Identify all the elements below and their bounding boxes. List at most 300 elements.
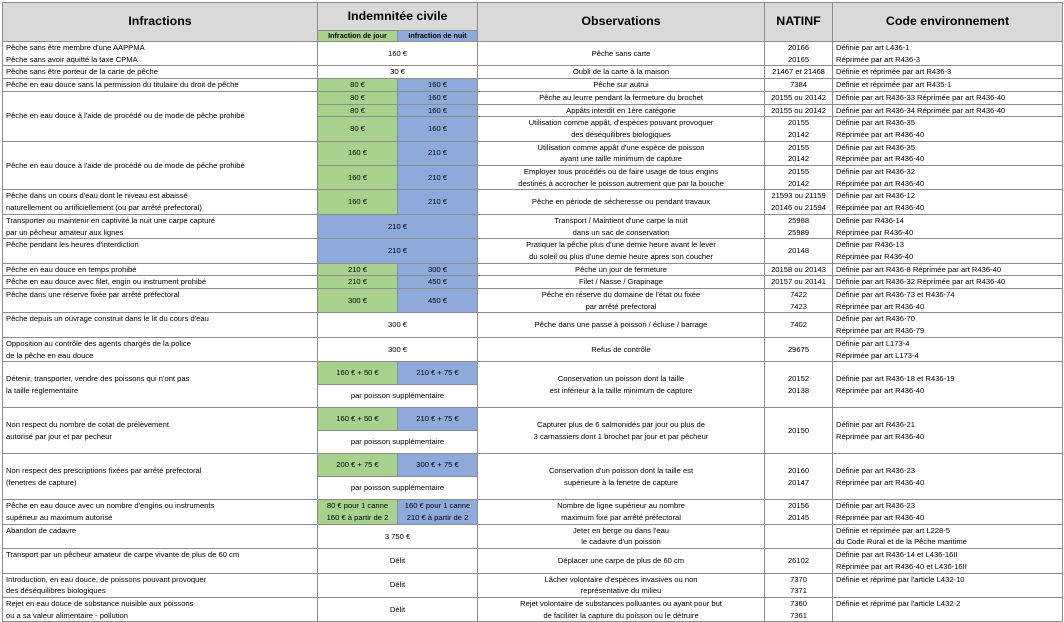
natinf-code-line: 21593 ou 21159 xyxy=(771,191,826,201)
natinf-code-line: 20138 xyxy=(787,385,810,395)
amount-night: 450 € xyxy=(398,289,478,313)
table-row xyxy=(3,524,1063,548)
amount-day-line: 160 € à partir de 2 xyxy=(326,512,389,522)
code-reference-line: Définie par art R436-8 Réprimée par art R436-40 xyxy=(836,264,1002,274)
infraction-text-line: Pêche en eau douce à l'aide de procédé ou de mode de pêche prohibé xyxy=(6,111,245,121)
natinf-code xyxy=(765,362,833,408)
header-natinf: NATINF xyxy=(765,3,833,42)
natinf-code-line: 7423 xyxy=(790,301,807,311)
table-row xyxy=(3,239,1063,263)
code-reference xyxy=(833,91,1063,104)
observation-text-line: maximum fixé par arrêté préfectoral xyxy=(561,512,681,522)
observation-text-line: Pêche un jour de fermeture xyxy=(575,264,668,274)
natinf-code xyxy=(765,117,833,141)
infraction-text xyxy=(3,573,318,597)
natinf-code-line: 20160 xyxy=(787,466,810,476)
natinf-code-line: 20155 xyxy=(787,142,810,152)
observation-text xyxy=(478,141,765,165)
observation-text-line: Employer tous procédés ou de faire usage de tous engins xyxy=(523,167,719,177)
observation-text xyxy=(478,66,765,79)
code-reference-line: Définie par art R436-23 xyxy=(836,501,915,511)
observation-text xyxy=(478,313,765,337)
natinf-code xyxy=(765,597,833,621)
code-reference-line: Définie et réprimée par art R435-1 xyxy=(836,80,952,90)
observation-text-line: Refus de contrôle xyxy=(591,344,651,354)
amount-fixed: Délit xyxy=(318,549,478,573)
infraction-text-line: des déséquilibres biologiques xyxy=(6,586,106,596)
table-row xyxy=(3,263,1063,276)
infraction-text xyxy=(3,454,318,500)
code-reference-line: Réprimée par art R436-79 xyxy=(836,326,925,336)
table-row xyxy=(3,190,1063,214)
amount-day: 210 € xyxy=(318,263,398,276)
infraction-text-line: Pêche en eau douce sans la permission du titulaire du droit de pêche xyxy=(6,80,239,90)
code-reference-line: Définie par art R436-32 xyxy=(836,167,915,177)
natinf-code xyxy=(765,500,833,524)
code-reference xyxy=(833,239,1063,263)
amount-day: 210 € xyxy=(318,276,398,289)
code-reference xyxy=(833,117,1063,141)
code-reference xyxy=(833,214,1063,238)
natinf-code xyxy=(765,337,833,361)
natinf-code xyxy=(765,66,833,79)
natinf-code-line: 20142 xyxy=(787,154,810,164)
natinf-code xyxy=(765,573,833,597)
code-reference-line xyxy=(836,585,1059,597)
amount-day: 160 € xyxy=(318,190,398,214)
amount-fixed: 300 € xyxy=(318,337,478,361)
code-reference xyxy=(833,500,1063,524)
table-row xyxy=(3,454,1063,477)
amount-night: 450 € xyxy=(398,276,478,289)
infraction-text-line xyxy=(6,325,314,337)
infraction-text-line xyxy=(6,251,314,263)
infraction-text-line: Pêche dans une réserve fixée par arrêté préfectoral xyxy=(6,290,180,300)
code-reference xyxy=(833,454,1063,500)
amount-day: 80 € xyxy=(318,91,398,104)
natinf-code-line: 29675 xyxy=(787,344,810,354)
infraction-text-line: Pêche sans avoir aquitté la taxe CPMA xyxy=(6,54,138,64)
infraction-text-line: Transport par un pêcheur amateur de carpe vivante de plus de 60 cm xyxy=(6,550,240,560)
code-reference-line: Définie et réprimé par l'article L432-2 xyxy=(836,598,961,608)
table-row xyxy=(3,597,1063,621)
amount-night: 160 € xyxy=(398,91,478,104)
observation-text-line: ayant une taille minimum de capture xyxy=(560,154,683,164)
amount-night: 160 € xyxy=(398,79,478,92)
observation-text-line: représentative du milieu xyxy=(580,586,662,596)
observation-text-line: Déplacer une carpe de plus de 60 cm xyxy=(557,555,685,565)
code-reference-line: Définie par art R436-21 xyxy=(836,420,915,430)
code-reference xyxy=(833,166,1063,190)
infraction-text-line: Pêche sans être membre d'une AAPPMA xyxy=(6,43,145,52)
code-reference xyxy=(833,337,1063,361)
observation-text-line: Appâts interdit en 1ère catégorie xyxy=(566,105,676,115)
amount-day: 160 € xyxy=(318,166,398,190)
code-reference-line: Définie et réprimé par l'article L432-10 xyxy=(836,574,965,584)
code-reference xyxy=(833,549,1063,573)
natinf-code-line: 7361 xyxy=(790,610,807,620)
observation-text xyxy=(478,597,765,621)
observation-text xyxy=(478,362,765,408)
observation-text-line: Pratiquer la pêche plus d'une demie heure avant le lever xyxy=(526,240,716,250)
observation-text-line: Filet / Nasse / Grapinage xyxy=(579,277,664,287)
natinf-code xyxy=(765,263,833,276)
observation-text xyxy=(478,573,765,597)
code-reference xyxy=(833,313,1063,337)
code-reference-line: Définie par art R436-70 xyxy=(836,314,915,324)
natinf-code xyxy=(765,42,833,66)
amount-day: 200 € + 75 € xyxy=(318,454,398,477)
amount-day: 80 € xyxy=(318,79,398,92)
observation-text xyxy=(478,117,765,141)
infraction-text xyxy=(3,214,318,238)
natinf-code-line: 20158 ou 20143 xyxy=(771,264,826,274)
amount-night: 300 € + 75 € xyxy=(398,454,478,477)
observation-text xyxy=(478,337,765,361)
code-reference-line: Définie et réprimée par art L228-5 xyxy=(836,525,950,535)
observation-text-line: Pêche au leurre pendant la fermeture du brochet xyxy=(539,92,703,102)
natinf-code-line: 20157 ou 20141 xyxy=(771,277,826,287)
code-reference-line: du Code Rural et de la Pêche maritime xyxy=(836,537,967,547)
amount-fixed: 210 € xyxy=(318,239,478,263)
infraction-text xyxy=(3,549,318,573)
infraction-text-line: Non respect des prescriptions fixées par arrêté prefectoral xyxy=(6,466,202,476)
observation-text xyxy=(478,454,765,500)
natinf-code xyxy=(765,454,833,500)
amount-night: 210 € xyxy=(398,141,478,165)
infraction-text-line: la taille réglementaire xyxy=(6,385,79,395)
observation-text-line: par arrêté prefectoral xyxy=(585,301,657,311)
code-reference xyxy=(833,190,1063,214)
header-indemnite: Indemnitée civile xyxy=(318,3,478,31)
table-row xyxy=(3,276,1063,289)
natinf-code xyxy=(765,190,833,214)
amount-day: 160 € + 50 € xyxy=(318,362,398,385)
observation-text-line: Oubli de la carte à la maison xyxy=(572,67,670,77)
infraction-text-line: Pêche en eau douce avec un nombre d'engins ou instruments xyxy=(6,501,215,511)
observation-text xyxy=(478,104,765,117)
code-reference-line: Réprimée par art R436-3 xyxy=(836,54,921,64)
code-reference xyxy=(833,141,1063,165)
infraction-text-line: naturellement ou artificiellement (ou par arrêté prefectoral) xyxy=(6,203,202,213)
table-row xyxy=(3,362,1063,385)
natinf-code-line: 7384 xyxy=(790,80,807,90)
observation-text-line: Pêche dans une passe à poisson / écluse / barrage xyxy=(534,320,708,330)
observation-text-line: Pêche sans carte xyxy=(591,48,651,58)
infraction-text-line: (fenetres de capture) xyxy=(6,477,77,487)
natinf-code-line: 7371 xyxy=(790,586,807,596)
natinf-code-line: 26102 xyxy=(787,555,810,565)
observation-text xyxy=(478,263,765,276)
infraction-text-line: Rejet en eau douce de substance nuisible aux poissons xyxy=(6,598,194,608)
natinf-code xyxy=(765,166,833,190)
amount-night-line: 210 € à partir de 2 xyxy=(406,512,469,522)
infraction-text-line: supérieur au maximum autorisé xyxy=(6,512,113,522)
code-reference-line: Définie par art L173-4 xyxy=(836,338,910,348)
table-row xyxy=(3,42,1063,66)
observation-text xyxy=(478,91,765,104)
amount-night: 210 € xyxy=(398,190,478,214)
amount-fixed: 160 € xyxy=(318,42,478,66)
observation-text xyxy=(478,166,765,190)
observation-text-line: du soleil ou plus d'une demie heure apres son coucher xyxy=(529,251,713,261)
amount-night xyxy=(398,500,478,524)
infraction-text xyxy=(3,239,318,263)
infraction-text xyxy=(3,42,318,66)
header-nuit: Infraction de nuit xyxy=(398,31,478,42)
code-reference-line: Réprimée par R436-40 xyxy=(836,227,914,237)
natinf-code-line: 7402 xyxy=(790,320,807,330)
observation-text-line: 3 carnassiers dont 1 brochet par jour et par pêcheur xyxy=(533,431,709,441)
amount-fixed: Délit xyxy=(318,597,478,621)
infraction-text-line: Introduction, en eau douce, de poissons pouvant provoquer xyxy=(6,574,207,584)
code-reference-line: Réprimée par art R436-40 xyxy=(836,301,925,311)
code-reference xyxy=(833,289,1063,313)
infraction-text xyxy=(3,190,318,214)
observation-text-line: Nombre de ligne supérieur au nombre xyxy=(557,501,685,511)
code-reference-line: Définie par art R436-34 Réprimée par art R436-40 xyxy=(836,105,1006,115)
code-reference-line: Définie par art R436-12 xyxy=(836,191,915,201)
amount-night: 210 € + 75 € xyxy=(398,408,478,431)
infraction-text-line: Non respect du nombre de cotat de prélèvement xyxy=(6,420,169,430)
infraction-text xyxy=(3,500,318,524)
natinf-code xyxy=(765,79,833,92)
table-row xyxy=(3,337,1063,361)
observation-text xyxy=(478,549,765,573)
amount-day xyxy=(318,500,398,524)
observation-text-line: le cadavre d'un poisson xyxy=(581,537,661,547)
infraction-text xyxy=(3,79,318,92)
observation-text-line: est inférieur à la taille minimum de capture xyxy=(549,385,693,395)
amount-fixed: 30 € xyxy=(318,66,478,79)
observation-text-line: Utilisation comme appât d'une espèce de poisson xyxy=(537,142,705,152)
code-reference-line: Définie par art R436-14 et L436-16II xyxy=(836,550,958,560)
amount-night: 160 € xyxy=(398,117,478,141)
code-reference xyxy=(833,42,1063,66)
infraction-text xyxy=(3,362,318,408)
table-row xyxy=(3,549,1063,573)
code-reference-line: Définie par R436-13 xyxy=(836,240,904,250)
code-reference xyxy=(833,104,1063,117)
code-reference-line: Définie par art R436-35 xyxy=(836,142,915,152)
code-reference-line: Définie par art R436-33 Réprimée par art R436-40 xyxy=(836,92,1006,102)
amount-night: 300 € xyxy=(398,263,478,276)
infraction-text xyxy=(3,597,318,621)
infraction-text-line xyxy=(6,301,314,313)
natinf-code-line: 20147 xyxy=(787,477,810,487)
observation-text-line: Pêche en réserve du domaine de l'état ou fixée xyxy=(541,290,701,300)
code-reference xyxy=(833,263,1063,276)
header-row xyxy=(3,3,1063,31)
amount-fixed: 210 € xyxy=(318,214,478,238)
observation-text-line: dans un sac de conservation xyxy=(572,227,670,237)
table-row xyxy=(3,66,1063,79)
observation-text-line: destinés à accrocher le poisson autrement que par la bouche xyxy=(518,178,724,188)
natinf-code xyxy=(765,276,833,289)
observation-text xyxy=(478,289,765,313)
observation-text-line: Conservation d'un poisson dont la taille est xyxy=(548,466,694,476)
infraction-text-line: Pêche pendant les heures d'interdiction xyxy=(6,240,139,250)
code-reference-line: Réprimée par art R436-40 xyxy=(836,477,925,487)
observation-text-line: Pêche en période de sécheresse ou pendant travaux xyxy=(531,197,711,207)
infraction-text-line: Pêche en eau douce à l'aide de procédé ou de mode de pêche prohibé xyxy=(6,160,245,170)
infraction-text-line: Pêche depuis un ouvrage construit dans le lit du cours d'eau xyxy=(6,314,209,324)
observation-text-line: Lâcher volontaire d'espèces invasives ou non xyxy=(544,574,698,584)
observation-text-line: Rejet volontaire de substances polluantes ou ayant pour but xyxy=(520,598,722,608)
amount-day: 80 € xyxy=(318,104,398,117)
natinf-code-line: 20152 xyxy=(787,374,810,384)
code-reference-line: Réprimée par art R436-40 xyxy=(836,178,925,188)
amount-extra-note: par poisson supplémentaire xyxy=(318,431,478,454)
infraction-text xyxy=(3,66,318,79)
code-reference-line: Définie par art R436-18 et R436-19 xyxy=(836,374,955,384)
infractions-table xyxy=(2,2,1063,622)
natinf-code-line: 20148 xyxy=(787,246,810,256)
natinf-code xyxy=(765,214,833,238)
code-reference-line: Définie par art R436-23 xyxy=(836,466,915,476)
code-reference-line: Définie par art R436-73 et R436-74 xyxy=(836,290,955,300)
table-row xyxy=(3,289,1063,313)
infraction-text-line xyxy=(6,536,314,548)
observation-text-line: Jeter en berge ou dans l'eau xyxy=(573,525,670,535)
infraction-text xyxy=(3,408,318,454)
observation-text xyxy=(478,276,765,289)
natinf-code xyxy=(765,549,833,573)
natinf-code xyxy=(765,239,833,263)
infraction-text-line: Abandon de cadavre xyxy=(6,525,77,535)
observation-text-line: Conservation un poisson dont la taille xyxy=(557,374,685,384)
table-row xyxy=(3,500,1063,524)
natinf-code-line: 20145 xyxy=(787,512,810,522)
code-reference xyxy=(833,524,1063,548)
infraction-text-line: Pêche sans être porteur de la carte de pêche xyxy=(6,67,158,77)
infraction-text-line: de la pêche en eau douce xyxy=(6,350,94,360)
natinf-code xyxy=(765,91,833,104)
observation-text-line: Utilisation comme appât, d'espèces pouvant provoquer xyxy=(528,118,714,128)
code-reference xyxy=(833,362,1063,408)
natinf-code-line xyxy=(768,531,829,543)
natinf-code-line: 25988 xyxy=(787,215,810,225)
observation-text xyxy=(478,79,765,92)
code-reference-line: Définie par art R436-32 Réprimée par art R436-40 xyxy=(836,277,1006,287)
code-reference-line: Réprimée par art L173-4 xyxy=(836,350,919,360)
code-reference-line: Réprimée par art R436-40 xyxy=(836,431,925,441)
observation-text xyxy=(478,500,765,524)
natinf-code-line: 20166 xyxy=(787,43,810,52)
infraction-text-line: Transporter ou maintenir en captivité la nuit une carpe capturé xyxy=(6,215,216,225)
code-reference xyxy=(833,408,1063,454)
code-reference xyxy=(833,66,1063,79)
natinf-code xyxy=(765,524,833,548)
observation-text xyxy=(478,214,765,238)
natinf-code xyxy=(765,141,833,165)
amount-day: 160 € xyxy=(318,141,398,165)
code-reference-line: Réprimée par art R436-40 xyxy=(836,154,925,164)
infraction-text-line: Pêche dans un cours d'eau dont le niveau est abaissé xyxy=(6,191,188,201)
code-reference xyxy=(833,276,1063,289)
infraction-text-line: Opposition au contrôle des agents chargés de la police xyxy=(6,338,191,348)
amount-day: 80 € xyxy=(318,117,398,141)
code-reference-line: Réprimée par art R436-40 et L436-16II xyxy=(836,561,967,571)
infraction-text xyxy=(3,313,318,337)
amount-day: 300 € xyxy=(318,289,398,313)
code-reference-line: Définie par R436-14 xyxy=(836,215,904,225)
natinf-code-line: 7370 xyxy=(790,574,807,584)
observation-text xyxy=(478,524,765,548)
natinf-code xyxy=(765,289,833,313)
natinf-code-line: 20155 ou 20142 xyxy=(771,105,826,115)
header-jour: Infraction de jour xyxy=(318,31,398,42)
infraction-text xyxy=(3,91,318,141)
observation-text xyxy=(478,42,765,66)
infraction-text-line: autorisé par jour et par pecheur xyxy=(6,431,112,441)
infraction-text xyxy=(3,289,318,313)
infraction-text-line: Pêche en eau douce en temps prohibé xyxy=(6,264,137,274)
natinf-code-line: 20155 xyxy=(787,167,810,177)
code-reference-line: Réprimée par art R436-40 xyxy=(836,129,925,139)
amount-night: 210 € + 75 € xyxy=(398,362,478,385)
code-reference-line xyxy=(836,610,1059,622)
table-row xyxy=(3,573,1063,597)
natinf-code xyxy=(765,313,833,337)
observation-text-line: de faciliter la capture du poisson ou le détruire xyxy=(543,610,699,620)
table-row xyxy=(3,408,1063,431)
amount-extra-note: par poisson supplémentaire xyxy=(318,477,478,500)
header-observations: Observations xyxy=(478,3,765,42)
amount-night-line: 160 € pour 1 canne xyxy=(404,501,471,511)
code-reference-line: Réprimée par art R436-40 xyxy=(836,385,925,395)
amount-fixed: 300 € xyxy=(318,313,478,337)
infraction-text xyxy=(3,141,318,190)
natinf-code xyxy=(765,408,833,454)
code-reference xyxy=(833,597,1063,621)
amount-night: 210 € xyxy=(398,166,478,190)
amount-day: 160 € + 50 € xyxy=(318,408,398,431)
observation-text xyxy=(478,239,765,263)
natinf-code-line: 20150 xyxy=(787,425,810,435)
infraction-text xyxy=(3,337,318,361)
header-code: Code environnement xyxy=(833,3,1063,42)
natinf-code-line: 7360 xyxy=(790,598,807,608)
observation-text xyxy=(478,190,765,214)
observation-text-line: Capturer plus de 6 salmonidés par jour ou plus de xyxy=(537,420,706,430)
observation-text-line: Pêche sur autrui xyxy=(593,80,649,90)
code-reference-line: Réprimée par R436-40 xyxy=(836,251,914,261)
natinf-code-line: 20155 ou 20142 xyxy=(771,92,826,102)
natinf-code-line: 20155 xyxy=(787,118,810,128)
observation-text-line: Transport / Maintient d'une carpe la nuit xyxy=(554,215,688,225)
infraction-text-line: par un pêcheur amateur aux lignes xyxy=(6,227,124,237)
observation-text xyxy=(478,408,765,454)
code-reference-line: Réprimée par art R436-40 xyxy=(836,203,925,213)
table-row xyxy=(3,79,1063,92)
code-reference xyxy=(833,79,1063,92)
table-row xyxy=(3,141,1063,165)
amount-extra-note: par poisson supplémentaire xyxy=(318,385,478,408)
natinf-code-line: 20142 xyxy=(787,178,810,188)
natinf-code xyxy=(765,104,833,117)
code-reference-line: Réprimée par art R436-40 xyxy=(836,512,925,522)
amount-fixed: 3 750 € xyxy=(318,524,478,548)
natinf-code-line: 20142 xyxy=(787,129,810,139)
observation-text-line: supérieure à la fenetre de capture xyxy=(564,477,678,487)
natinf-code-line: 25989 xyxy=(787,227,810,237)
infraction-text-line: ou a sa valeur alimentaire - pollution xyxy=(6,610,128,620)
natinf-code-line: 20146 ou 21594 xyxy=(771,203,826,213)
code-reference-line: Définie par art R436-35 xyxy=(836,118,915,128)
code-reference xyxy=(833,573,1063,597)
infraction-text-line xyxy=(6,561,314,573)
